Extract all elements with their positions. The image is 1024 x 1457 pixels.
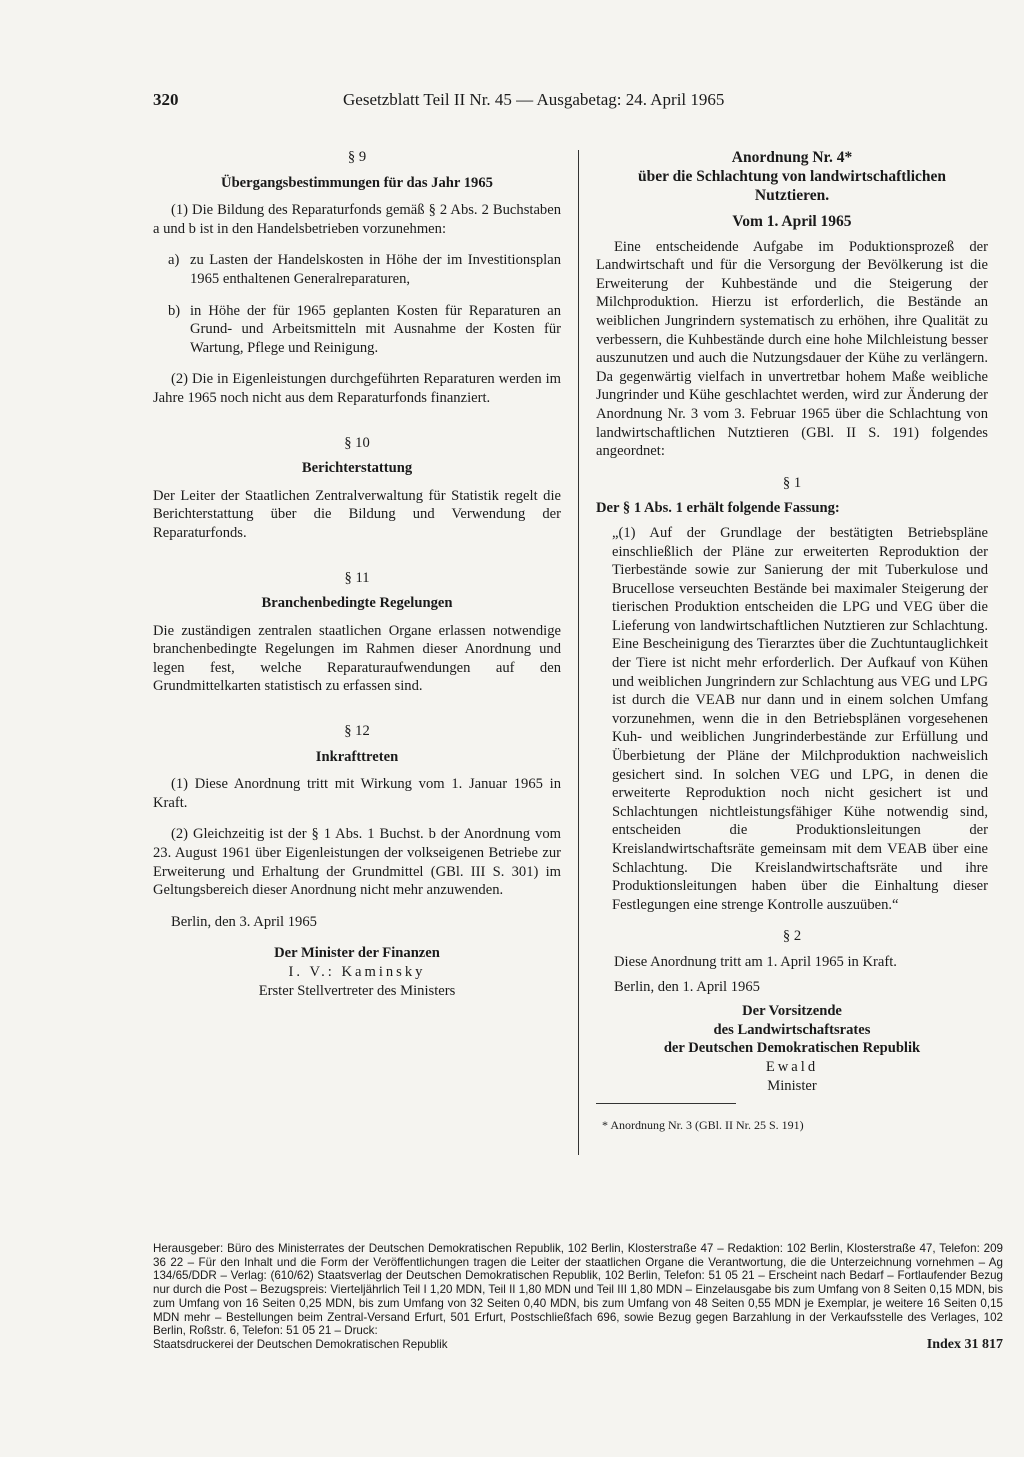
section-sign: § 11 [344,569,370,586]
place-date: Berlin, den 1. April 1965 [614,978,760,995]
quoted-text: „(1) Auf der Grundlage der bestätigten Betriebspläne einschließlich der Pläne zur erweiterten Reproduktion der Tierbestände sowie zur Sanierung der mit Tuberkulose und Brucellose verseuchten Bestände bei maximaler Steigerung der tierischen Produktion entscheiden die LPG und VEG über die Lieferung von landwirtschaftlichen Nutztieren zur Schlachtung. Eine Bescheinigung des Tierarztes über die Zuchtuntauglichkeit der Tiere ist nicht mehr erforderlich. Der Aufkauf von Kühen und weiblichen Jungrindern zur Schlachtung aus VEG und LPG ist durch die VEAB nur dann und in einem solchen Umfang vorzunehmen, wenn die in den Betriebsplänen vorgesehenen Kuh- und weiblichen Jungrinderbestände zur Erfüllung und Überbietung der Pläne der Milchproduktion nachweislich gesichert sind. In solchen VEG und LPG, in denen die erweiterte Reproduktion noch nicht gesichert ist und Schlachtungen nichtleistungsfähiger Kühe notwendig sind, entscheiden die Produktionsleitungen der Kreislandwirtschaftsräte gemeinsam mit dem VEAB über eine Schlachtung. Die Kreislandwirtschaftsräte und ihre Produktionsleitungen haben über die Einhaltung dieser Festlegungen eine strenge Kontrolle auszuüben.“ [612,524,988,913]
running-title: Gesetzblatt Teil II Nr. 45 — Ausgabetag: 24. April 1965 [343,90,725,109]
signature-title: Der Minister der Finanzen [274,945,440,962]
document-date: Vom 1. April 1965 [732,213,852,230]
section-sign: § 2 [782,928,802,945]
footnote-rule [596,1103,736,1104]
list-text: in Höhe der für 1965 geplanten Kosten für Reparaturen an Grund- und Arbeitsmitteln mit Ausnahme der Kosten für Wartung, Pflege und Reinigung. [190,302,561,356]
paragraph: (2) Gleichzeitig ist der § 1 Abs. 1 Buchst. b der Anordnung vom 23. August 1961 über Eigenleistungen der volkseigenen Betriebe zur Erweiterung und Erhaltung der Grundmittel (GBl. III S. 301) im Geltungsbereich dieser Anordnung nicht mehr anzuwenden. [153,826,561,899]
list-label: b) [168,302,181,319]
signature-name: Ewald [765,1058,819,1075]
paragraph: Der Leiter der Staatlichen Zentralverwaltung für Statistik regelt die Berichterstattung über die Bildung und Verwendung der Reparaturfonds. [153,487,561,541]
signature-title: der Deutschen Demokratischen Republik [663,1040,921,1057]
paragraph: Diese Anordnung tritt am 1. April 1965 in Kraft. [614,953,897,970]
list-label: a) [168,252,180,269]
signature-name: I. V.: Kaminsky [288,964,426,980]
section-heading: Inkrafttreten [315,748,399,765]
section-sign: § 1 [782,474,802,491]
right-column [596,148,988,1147]
section-heading: Der § 1 Abs. 1 erhält folgende Fassung: [596,500,840,517]
left-column [153,148,561,1000]
signature-title: des Landwirtschaftsrates [713,1021,871,1038]
section-sign: § 9 [347,149,367,165]
paragraph: (1) Diese Anordnung tritt mit Wirkung vom 1. Januar 1965 in Kraft. [153,776,561,811]
section-sign: § 10 [344,434,370,451]
section-heading: Übergangsbestimmungen für das Jahr 1965 [221,174,493,191]
section-heading: Branchenbedingte Regelungen [261,595,453,612]
place-date: Berlin, den 3. April 1965 [171,913,317,930]
list-item [168,251,561,288]
document-title: Nutztieren. [754,187,830,204]
paragraph: (1) Die Bildung des Reparaturfonds gemäß § 2 Abs. 2 Buchstaben a und b ist in den Handelsbetrieben vorzunehmen: [153,202,561,237]
document-title: Anordnung Nr. 4* [731,149,853,166]
section-heading: Berichterstattung [301,460,413,477]
imprint-text: Herausgeber: Büro des Ministerrates der Deutschen Demokratischen Republik, 102 Berlin, Klosterstraße 47 – Redaktion: 102 Berlin, Klosterstraße 47, Telefon: 209 36 22 – Für den Inhalt und die Form der Veröffentlichungen tragen die Leiter der staatlichen Organe die Verantwortung, die die Unterzeichnung vornehmen – Ag 134/65/DDR – Verlag: (610/62) Staatsverlag der Deutschen Demokratischen Republik, 102 Berlin, Telefon: 51 05 21 – Erscheint nach Bedarf – Fortlaufender Bezug nur durch die Post – Bezugspreis: Vierteljährlich Teil I 1,20 MDN, Teil II 1,80 MDN und Teil III 1,80 MDN – Einzelausgabe bis zum Umfang von 8 Seiten 0,15 MDN, bis zum Umfang von 16 Seiten 0,25 MDN, bis zum Umfang von 32 Seiten 0,40 MDN, bis zum Umfang von 48 Seiten 0,55 MDN je Exemplar, je weitere 16 Seiten 0,15 MDN mehr – Bestellungen beim Zentral-Versand Erfurt, 501 Erfurt, Postschließfach 696, sowie Bezug gegen Barzahlung in der Verkaufsstelle des Verlages, 102 Berlin, Roßstr. 6, Telefon: 51 05 21 – Druck: [153,1242,1003,1338]
footnote: * Anordnung Nr. 3 (GBl. II Nr. 25 S. 191) [602,1118,804,1133]
list-text: zu Lasten der Handelskosten in Höhe der im Investitionsplan 1965 enthaltenen Generalreparaturen, [190,252,561,287]
page-header [153,90,813,114]
document-title: über die Schlachtung von landwirtschaftlichen [637,168,947,185]
index-number: Index 31 817 [926,1336,1003,1352]
list-item [168,302,561,358]
preamble: Eine entscheidende Aufgabe im Poduktionsprozeß der Landwirtschaft und für die Versorgung der Bevölkerung ist die Erweiterung der Kuhbestände und die Steigerung der Milchproduktion. Hierzu ist erforderlich, die Bestände an weiblichen Jungrindern systematisch zu erhöhen, ihre Qualität zu verbessern, die Kuhbestände durch eine hohe Milchleistung besser auszunutzen und auch die Nutzungsdauer der Kühe zu verlängern. Da gegenwärtig vielfach in unvertretbar hohem Maße weibliche Jungrinder und Kühe geschlachtet werden, wird zur Änderung der Anordnung Nr. 3 vom 3. Februar 1965 über die Schlachtung von landwirtschaftlichen Nutztieren (GBl. II S. 191) folgendes angeordnet: [596,238,988,460]
signature-role: Erster Stellvertreter des Ministers [258,982,456,999]
section-sign: § 12 [344,723,370,740]
signature-role: Minister [767,1077,817,1094]
signature-title: Der Vorsitzende [742,1003,842,1020]
imprint-printer: Staatsdruckerei der Deutschen Demokratischen Republik [153,1337,448,1351]
paragraph: (2) Die in Eigenleistungen durchgeführten Reparaturen werden im Jahre 1965 noch nicht aus dem Reparaturfonds finanziert. [153,371,561,406]
page-number: 320 [153,90,179,109]
paragraph: Die zuständigen zentralen staatlichen Organe erlassen notwendige branchenbedingte Regelungen im Rahmen dieser Anordnung und legen fest, welche Reparaturaufwendungen auf den Grundmittelkarten statistisch zu erfassen sind. [153,622,561,695]
imprint [153,1242,1003,1352]
column-divider [578,150,579,1155]
